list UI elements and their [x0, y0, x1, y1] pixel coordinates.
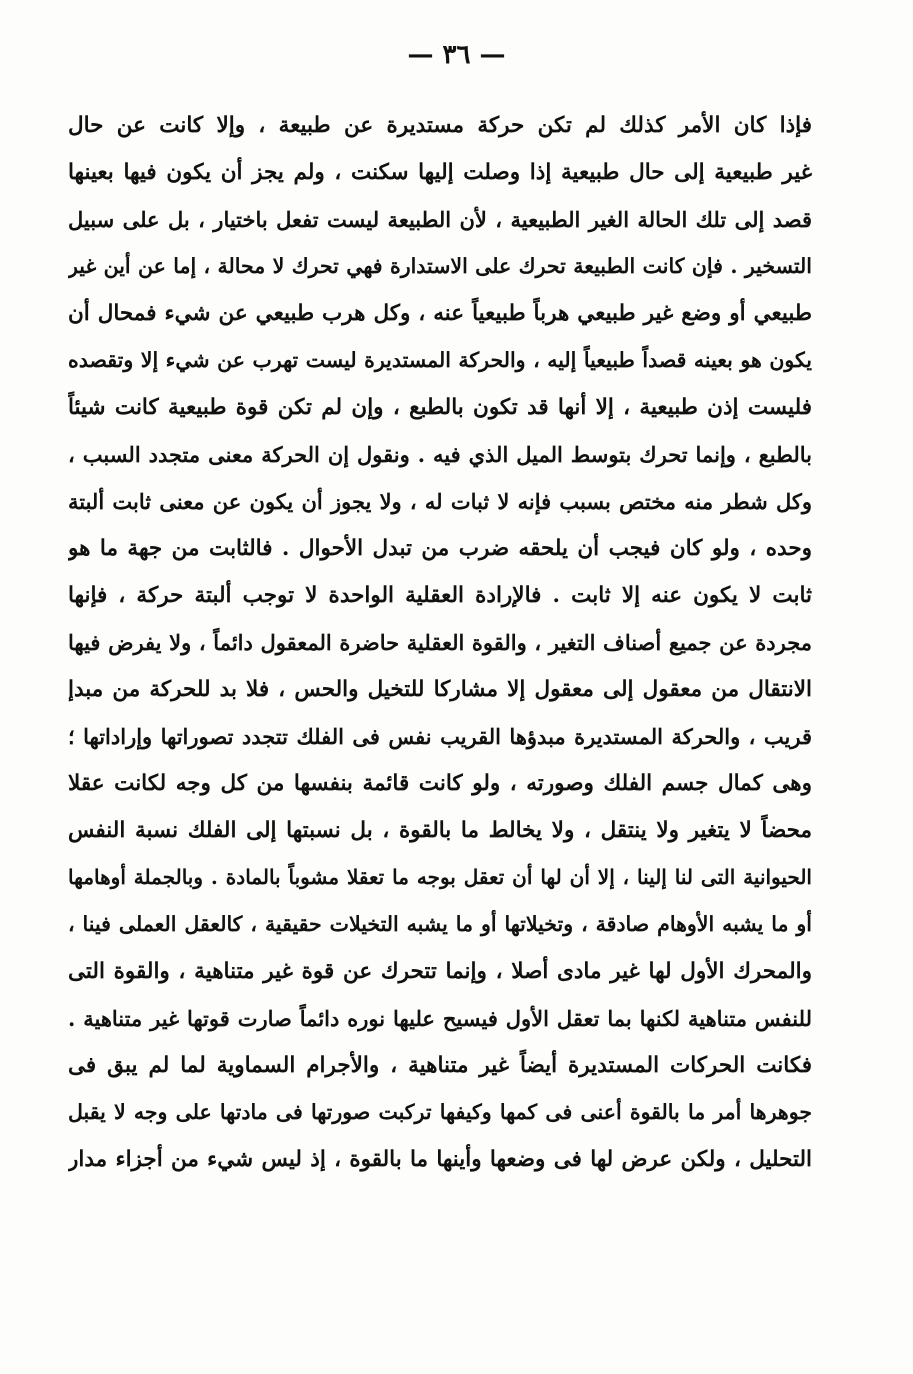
text-line: الحيوانية التى لنا إلينا ، إلا أن لها أن تعقل بوجه ما تعقلا مشوباً بالمادة . وبالجملة أوهامها [68, 865, 812, 889]
text-line: غير طبيعية إلى حال طبيعية إذا وصلت إليها سكنت ، ولم يجز أن يكون فيها بعينها [68, 160, 812, 185]
text-line: التسخير . فإن كانت الطبيعة تحرك على الاستدارة فهي تحرك لا محالة ، إما عن أين غير [68, 254, 812, 278]
text-line: وهى كمال جسم الفلك وصورته ، ولو كانت قائمة بنفسها من كل وجه لكانت عقلا [68, 771, 812, 796]
text-line: قريب ، والحركة المستديرة مبدؤها القريب نفس فى الفلك تتجدد تصوراتها وإراداتها ؛ [68, 724, 812, 749]
text-line: للنفس متناهية لكنها بما تعقل الأول فيسيح عليها نوره دائماً صارت قوتها غير متناهية . [68, 1006, 812, 1031]
text-line: أو ما يشبه الأوهام صادقة ، وتخيلاتها أو ما يشبه التخيلات حقيقية ، كالعقل العملى فينا ، [68, 912, 812, 936]
text-line: جوهرها أمر ما بالقوة أعنى فى كمها وكيفها تركبت صورتها فى مادتها على وجه لا يقبل [68, 1100, 812, 1124]
text-line: فإذا كان الأمر كذلك لم تكن حركة مستديرة عن طبيعة ، وإلا كانت عن حال [68, 113, 812, 138]
text-line: فكانت الحركات المستديرة أيضاً غير متناهية ، والأجرام السماوية لما لم يبق فى [68, 1053, 812, 1078]
text-line: يكون هو بعينه قصداً طبيعياً إليه ، والحركة المستديرة ليست تهرب عن شيء إلا وتقصده [68, 348, 812, 372]
text-line: طبيعي أو وضع غير طبيعي هرباً طبيعياً عنه ، وكل هرب طبيعي عن شيء فمحال أن [68, 301, 812, 326]
text-line: والمحرك الأول لها غير مادى أصلا ، وإنما تتحرك عن قوة غير متناهية ، والقوة التى [68, 959, 812, 984]
text-line: محضاً لا يتغير ولا ينتقل ، ولا يخالط ما بالقوة ، بل نسبتها إلى الفلك نسبة النفس [68, 818, 812, 843]
text-line: بالطبع ، وإنما تحرك بتوسط الميل الذي فيه . ونقول إن الحركة معنى متجدد السبب ، [68, 442, 812, 467]
text-line: ثابت لا يكون عنه إلا ثابت . فالإرادة العقلية الواحدة لا توجب ألبتة حركة ، فإنها [68, 583, 812, 608]
text-line: وحده ، ولو كان فيجب أن يلحقه ضرب من تبدل الأحوال . فالثابت من جهة ما هو [68, 536, 812, 561]
page-number: — ٣٦ — [407, 40, 506, 70]
text-line: الانتقال من معقول إلى معقول إلا مشاركا للتخيل والحس ، فلا بد للحركة من مبدإ [68, 677, 812, 702]
text-line: فليست إذن طبيعية ، إلا أنها قد تكون بالطبع ، وإن لم تكن قوة طبيعية كانت شيئاً [68, 395, 812, 420]
text-line: التحليل ، ولكن عرض لها فى وضعها وأينها ما بالقوة ، إذ ليس شيء من أجزاء مدار [68, 1147, 812, 1172]
text-line: مجردة عن جميع أصناف التغير ، والقوة العقلية حاضرة المعقول دائماً ، ولا يفرض فيها [68, 630, 812, 655]
text-line: وكل شطر منه مختص بسبب فإنه لا ثبات له ، ولا يجوز أن يكون عن معنى ثابت ألبتة [68, 489, 812, 514]
body-text [68, 102, 812, 1183]
text-line: قصد إلى تلك الحالة الغير الطبيعية ، لأن الطبيعة ليست تفعل باختيار ، بل على سبيل [68, 207, 812, 232]
